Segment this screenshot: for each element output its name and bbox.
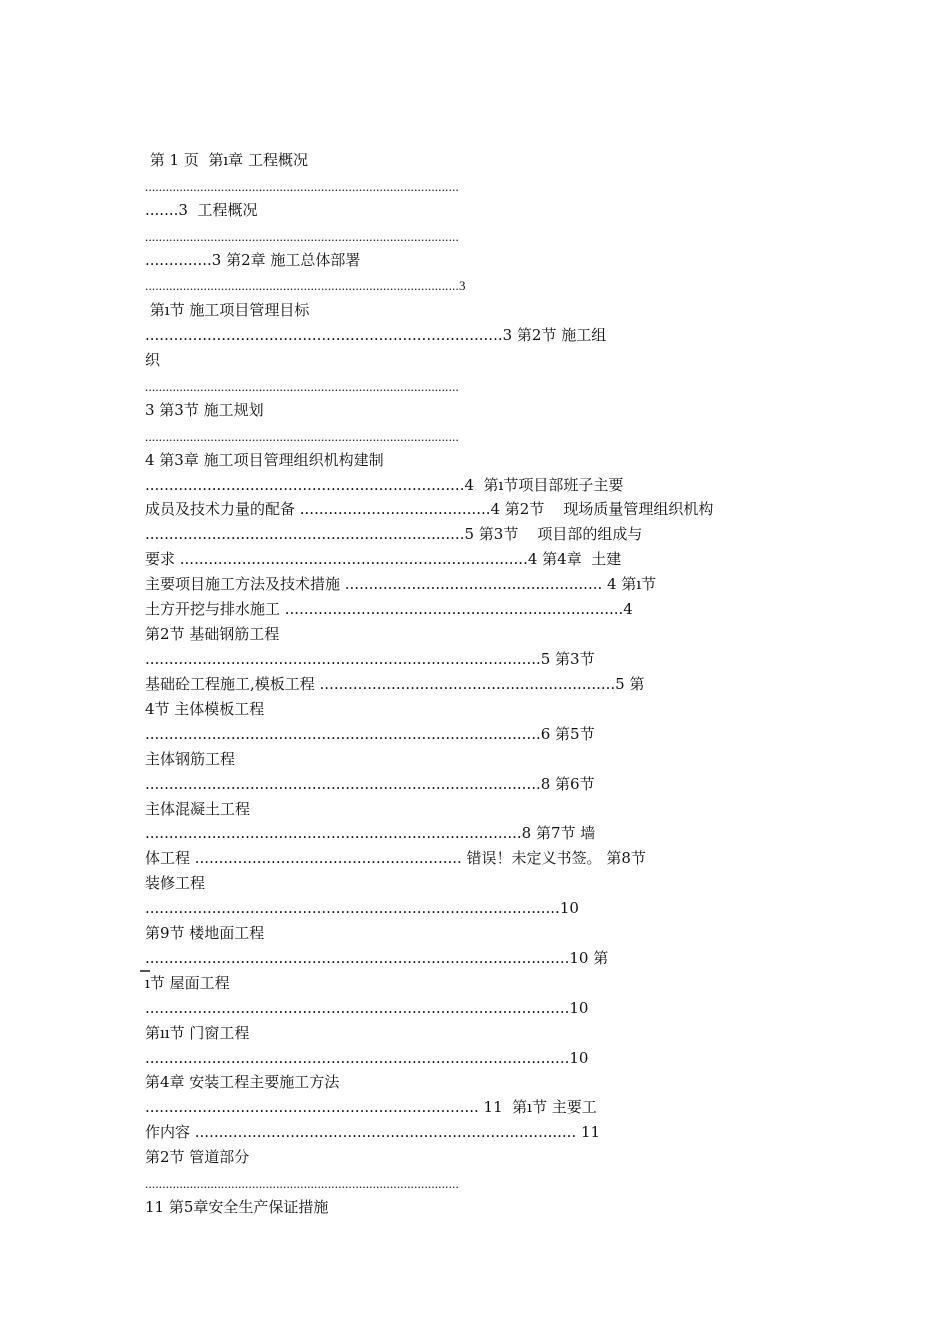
toc-line: ...........................................................................................3 <box>145 278 466 293</box>
toc-line: .......3 工程概况 <box>145 201 258 219</box>
toc-line: 主体钢筋工程 <box>145 750 236 768</box>
toc-line: .......................................................................................10 <box>145 899 579 917</box>
toc-line: 第ı节 施工项目管理目标 <box>145 301 310 319</box>
toc-line: ...................................................................................8 第6节 <box>145 775 595 793</box>
toc-line: 第ıı节 门窗工程 <box>145 1024 250 1042</box>
toc-line: ........................................................................................... <box>145 429 459 444</box>
stray-mark <box>140 970 150 972</box>
toc-line: ...........................................................................3 第2节 施工组 <box>145 326 607 344</box>
toc-line: 第4章 安装工程主要施工方法 <box>145 1073 340 1091</box>
toc-line: 作内容 ................................................................................ 11 <box>145 1123 601 1141</box>
toc-line: 3 第3节 施工规划 <box>145 401 264 419</box>
toc-line: 第2节 管道部分 <box>145 1148 250 1166</box>
toc-line: ...................................................................... 11 第ı节 主要工 <box>145 1098 597 1116</box>
toc-line: 主体混凝土工程 <box>145 800 251 818</box>
toc-line: 装修工程 <box>145 874 206 892</box>
toc-line: ..............3 第2章 施工总体部署 <box>145 251 361 269</box>
toc-line: 第 1 页 第ı章 工程概况 <box>145 151 308 169</box>
toc-line: 4节 主体模板工程 <box>145 700 265 718</box>
toc-line: ...................................................................5 第3节 项目部的组成与 <box>145 525 643 543</box>
toc-line: ........................................................................................... <box>145 229 459 244</box>
toc-line: 第9节 楼地面工程 <box>145 924 265 942</box>
toc-line: ...................................................................................5 第3节 <box>145 650 595 668</box>
toc-line: ........................................................................................... <box>145 179 459 194</box>
toc-line: 11 第5章安全生产保证措施 <box>145 1198 329 1216</box>
toc-line: 4 第3章 施工项目管理组织机构建制 <box>145 451 384 469</box>
toc-line: ı节 屋面工程 <box>145 974 230 992</box>
toc-line: ...................................................................................6 第5节 <box>145 725 595 743</box>
toc-line: ...................................................................4 第ı节项目部班子主要 <box>145 476 624 494</box>
toc-line: 成员及技术力量的配备 ........................................4 第2节 现场质量管理组织机构 <box>145 500 714 518</box>
toc-line: 土方开挖与排水施工 .......................................................................4 <box>145 600 633 618</box>
toc-line: 第2节 基础钢筋工程 <box>145 625 280 643</box>
toc-line: ........................................................................................... <box>145 379 459 394</box>
toc-line: ...............................................................................8 第7节 墙 <box>145 824 596 842</box>
toc-line: .........................................................................................10 第 <box>145 949 609 967</box>
toc-line: 要求 .........................................................................4 第4章 土建 <box>145 550 622 568</box>
toc-line: .........................................................................................10 <box>145 999 589 1017</box>
toc-line: 织 <box>145 351 161 369</box>
toc-line: 体工程 ........................................................ 错误！未定义书签。 第8节 <box>145 849 646 867</box>
toc-line: .........................................................................................10 <box>145 1049 589 1067</box>
toc-line: ........................................................................................... <box>145 1176 459 1191</box>
toc-line: 基础砼工程施工,模板工程 ..............................................................5 第 <box>145 675 645 693</box>
toc-line: 主要项目施工方法及技术措施 ...................................................... 4 第ı节 <box>145 575 657 593</box>
